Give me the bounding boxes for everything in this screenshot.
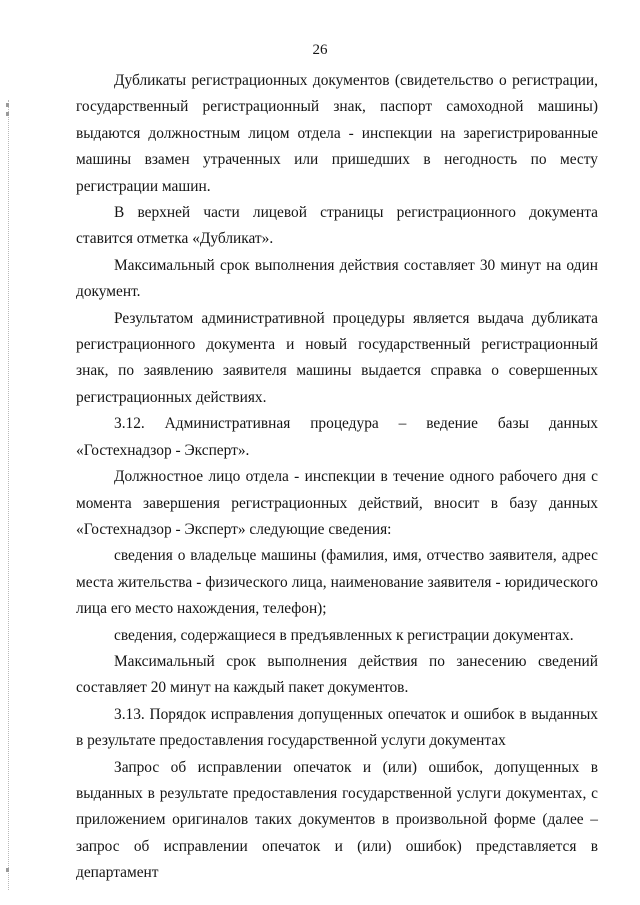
paragraph-database-entry: Должностное лицо отдела - инспекции в течение одного рабочего дня с момента завершения регистрационных действий, вносит в базу данных «Гостехнадзор - Эксперт» следующие сведения: [76, 468, 598, 538]
binding-margin-dots [8, 100, 13, 890]
page-number: 26 [312, 42, 328, 58]
body-text [76, 68, 598, 887]
margin-mark [6, 112, 9, 116]
margin-mark [6, 868, 9, 872]
paragraph-duplicates-issued: Дубликаты регистрационных документов (свидетельство о регистрации, государственный регистрационный знак, паспорт самоходной машины) выдаются должностным лицом отдела - инспекции на зарегистрированные машины взамен утраченных или пришедших в негодность по месту регистрации машин. [76, 72, 598, 195]
paragraph-owner-info: сведения о владельце машины (фамилия, имя, отчество заявителя, адрес места жительства - физического лица, наименование заявителя - юридического лица его место нахождения, телефон); [76, 547, 598, 618]
paragraph-duplicate-mark: В верхней части лицевой страницы регистрационного документа ставится отметка «Дубликат». [76, 204, 598, 248]
paragraph-max-time-20: Максимальный срок выполнения действия по занесению сведений составляет 20 минут на каждый пакет документов. [76, 652, 598, 697]
paragraph-max-time-30: Максимальный срок выполнения действия составляет 30 минут на один документ. [76, 256, 598, 301]
margin-mark [6, 103, 9, 107]
paragraph-procedure-result: Результатом административной процедуры является выдача дубликата регистрационного документа и новый государственный регистрационный знак, по заявлению заявителя машины выдается справка о совершенных регистрационных действиях. [76, 309, 598, 406]
paragraph-document-info: сведения, содержащиеся в предъявленных к регистрации документах. [114, 626, 574, 644]
section-heading-3-13: 3.13. Порядок исправления допущенных опечаток и ошибок в выданных в результате предоставления государственной услуги документах [76, 705, 598, 750]
paragraph-correction-request: Запрос об исправлении опечаток и (или) ошибок, допущенных в выданных в результате предоставления государственной услуги документах, с приложением оригиналов таких документов в произвольной форме (далее – запрос об исправлении опечаток и (или) ошибок) представляется в департамент [76, 758, 598, 882]
section-heading-3-12: 3.12. Административная процедура – ведение базы данных «Гостехнадзор - Эксперт». [76, 415, 598, 459]
